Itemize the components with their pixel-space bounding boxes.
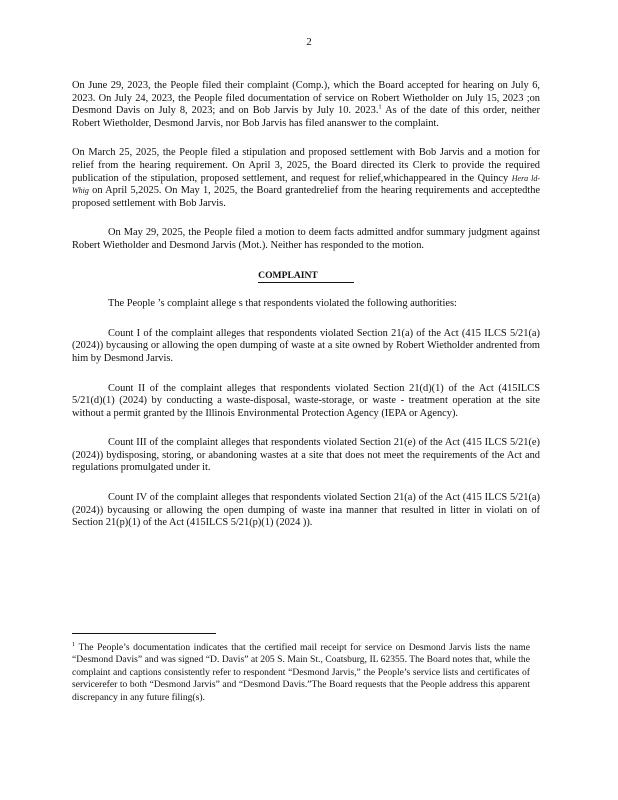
paragraph-motion: On May 29, 2025, the People filed a motion to deem facts admitted andfor summary judgment against Robert Wietholder and Desmond Jarvis (Mot.). Neither has responded to the motion.: [72, 227, 540, 251]
paragraph-count-2: Count II of the complaint alleges that respondents violated Section 21(d)(1) of the Act (415ILCS 5/21(d)(1) (2024) by conducting a waste-disposal, waste-storage, or waste - treatment operation at the site without a permit granted by the Illinois Environmental Protection Agency (IEPA or Agency).: [72, 382, 540, 419]
paragraph-stipulation: [72, 147, 540, 210]
footnote: [72, 642, 530, 704]
paragraph-text: On March 25, 2025, the People filed a stipulation and proposed settlement with Bob Jarvis and a motion for relief from the hearing requirement. On April 3, 2025, the Board directed its Clerk to provide the required publication of the stipulation, proposed settlement, and request for relief,whichappeared in the Quincy: [72, 147, 540, 184]
paragraph-text: on April 5,2025. On May 1, 2025, the Board grantedrelief from the hearing requirements and acceptedthe proposed settlement with Bob Jarvis.: [72, 185, 540, 209]
paragraph-complaint-filed: [72, 80, 540, 130]
paragraph-text: On June 29, 2023, the People filed their complaint (Comp.), which the Board accepted for hearing on July 6, 2023. On July 24, 2023, the People filed documentation of service on Robert Wietholder on July 15, 2023 ;on Desmond Davis on July 8, 2023; and on Bob Jarvis by July 10. 2023.: [72, 80, 540, 117]
paragraph-text: As of the date of this order, neither Robert Wietholder, Desmond Jarvis, nor Bob Jarvis has filed ananswer to the complaint.: [72, 105, 541, 129]
footnote-divider: [72, 633, 216, 634]
footnote-text: The People’s documentation indicates that the certified mail receipt for service on Desmond Jarvis lists the name “Desmond Davis” and was signed “D. Davis” at 205 S. Main St., Coatsburg, IL 62355. The Board notes that, while the complaint and captions consistently refer to respondent “Desmond Jarvis,” the People’s service lists and certificates of servicerefer to both “Desmond Jarvis” and “Desmond Davis.”The Board requests that the People address this apparent discrepancy in any future filing(s).: [72, 642, 530, 703]
page-number: 2: [306, 36, 312, 48]
body-text: [72, 80, 540, 547]
newspaper-name: Hera ld- Whig: [72, 173, 540, 196]
section-heading-text: COMPLAINT: [258, 270, 354, 284]
paragraph-complaint-intro: The People ’s complaint allege s that respondents violated the following authorities:: [108, 298, 457, 310]
paragraph-count-1: Count I of the complaint alleges that respondents violated Section 21(a) of the Act (415 ILCS 5/21(a) (2024)) bycausing or allowing the open dumping of waste at a site owned by Robert Wietholder andrented from him by Desmond Jarvis.: [72, 327, 540, 364]
section-heading: [72, 270, 540, 284]
paragraph-count-4: Count IV of the complaint alleges that respondents violated Section 21(a) of the Act (415 ILCS 5/21(a) (2024)) bycausing or allowing the open dumping of waste ina manner that resulted in litter in violati on of Section 21(p)(1) of the Act (415ILCS 5/21(p)(1) (2024 )).: [72, 492, 540, 529]
footnote-reference: 1: [378, 103, 382, 111]
footnote-marker: 1: [72, 640, 76, 648]
paragraph-count-3: Count III of the complaint alleges that respondents violated Section 21(e) of the Act (415 ILCS 5/21(e) (2024)) bydisposing, storing, or abandoning wastes at a site that does not meet the requirements of the Act and regulations promulgated under it.: [72, 437, 540, 474]
